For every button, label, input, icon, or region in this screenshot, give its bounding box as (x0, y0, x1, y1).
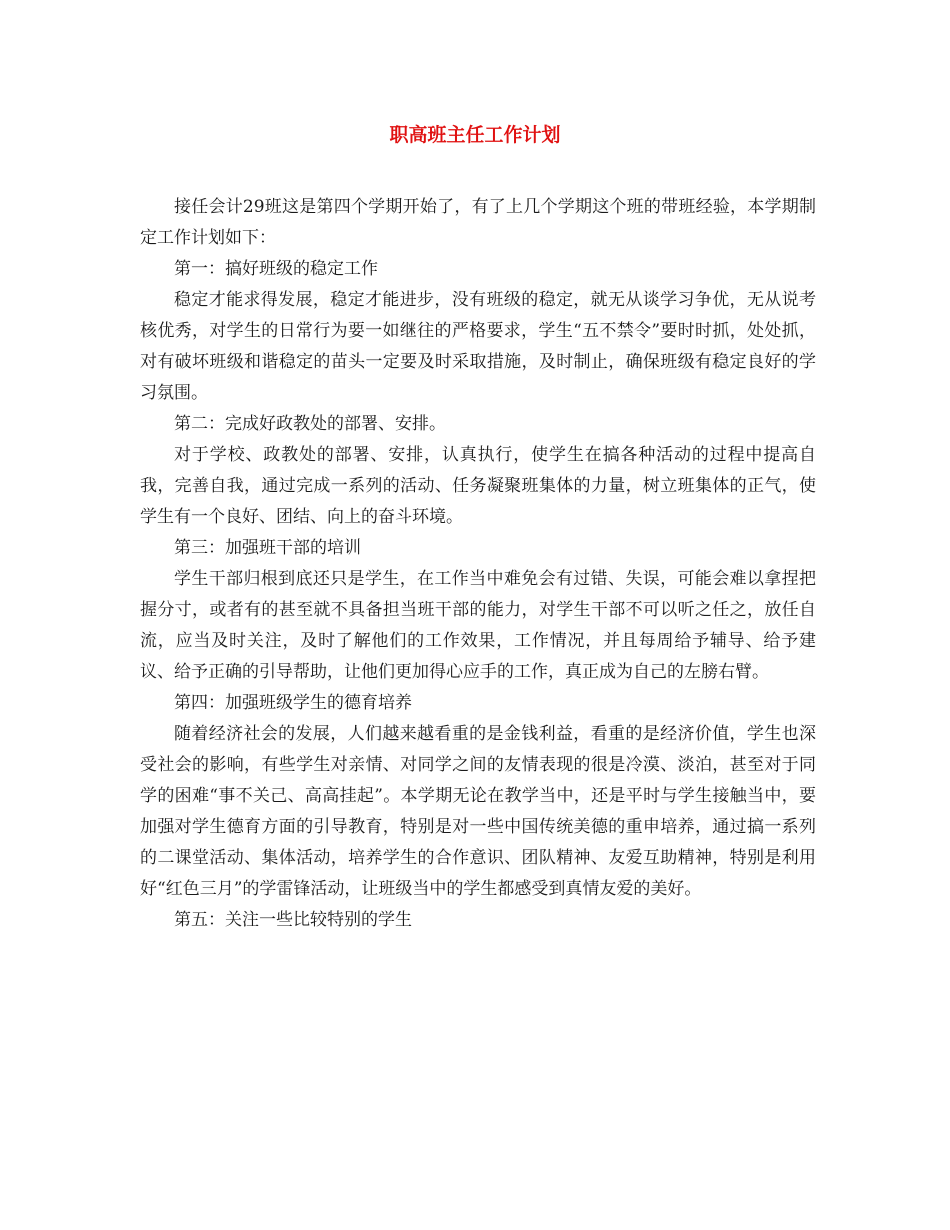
section-heading-2: 第二：完成好政教处的部署、安排。 (174, 414, 446, 434)
section-paragraph-1: 稳定才能求得发展，稳定才能进步，没有班级的稳定，就无从谈学习争优，无从说考核优秀，对学生的日常行为要一如继往的严格要求，学生“五不禁令”要时时抓，处处抓，对有破坏班级和谐稳定的苗头一定要及时采取措施，及时制止，确保班级有稳定良好的学习氛围。 (140, 290, 816, 403)
section-paragraph-3: 学生干部归根到底还只是学生，在工作当中难免会有过错、失误，可能会难以拿捏把握分寸，或者有的甚至就不具备担当班干部的能力，对学生干部不可以听之任之，放任自流，应当及时关注，及时了解他们的工作效果，工作情况，并且每周给予辅导、给予建议、给予正确的引导帮助，让他们更加得心应手的工作，真正成为自己的左膀右臂。 (140, 569, 816, 682)
section-heading-3: 第三：加强班干部的培训 (174, 538, 361, 558)
section-heading-1: 第一：搞好班级的稳定工作 (174, 259, 378, 279)
section-paragraph-2: 对于学校、政教处的部署、安排，认真执行，使学生在搞各种活动的过程中提高自我，完善自我，通过完成一系列的活动、任务凝聚班集体的力量，树立班集体的正气，使学生有一个良好、团结、向上的奋斗环境。 (140, 445, 816, 527)
intro-paragraph: 接任会计29班这是第四个学期开始了，有了上几个学期这个班的带班经验，本学期制定工作计划如下： (140, 197, 816, 248)
section-heading-4: 第四：加强班级学生的德育培养 (174, 693, 412, 713)
document-body (140, 192, 816, 936)
section-heading-5: 第五：关注一些比较特别的学生 (174, 910, 412, 930)
section-paragraph-4: 随着经济社会的发展，人们越来越看重的是金钱利益，看重的是经济价值，学生也深受社会的影响，有些学生对亲情、对同学之间的友情表现的很是冷漠、淡泊，甚至对于同学的困难“事不关己、高高挂起”。本学期无论在教学当中，还是平时与学生接触当中，要加强对学生德育方面的引导教育，特别是对一些中国传统美德的重申培养，通过搞一系列的二课堂活动、集体活动，培养学生的合作意识、团队精神、友爱互助精神，特别是利用好“红色三月”的学雷锋活动，让班级当中的学生都感受到真情友爱的美好。 (140, 724, 816, 899)
document-title: 职高班主任工作计划 (389, 124, 561, 146)
